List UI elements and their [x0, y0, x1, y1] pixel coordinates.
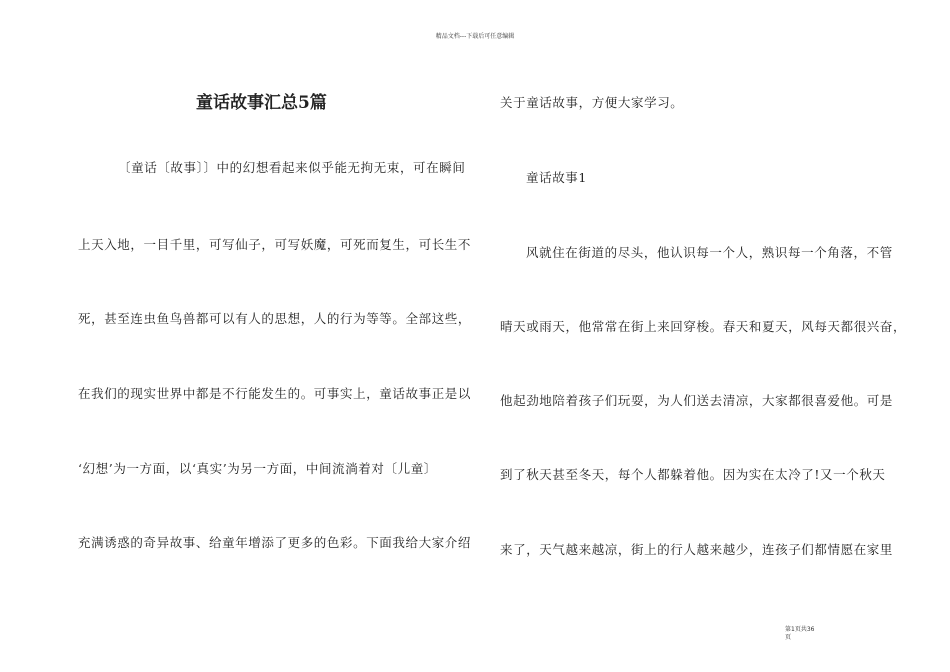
left-line-3: 死，甚至连虫鱼鸟兽都可以有人的思想，人的行为等等。全部这些， [78, 311, 472, 326]
story-heading: 童话故事1 [526, 170, 587, 185]
right-line-4: 晴天或雨天，他常常在街上来回穿梭。春天和夏天，风每天都很兴奋， [500, 319, 907, 334]
right-line-3: 风就住在街道的尽头，他认识每一个人，熟识每一个角落，不管 [526, 245, 893, 260]
right-line-1: 关于童话故事，方便大家学习。 [500, 95, 684, 110]
left-line-4: 在我们的现实世界中都是不行能发生的。可事实上，童话故事正是以 [78, 386, 472, 401]
left-line-6: 充满诱惑的奇异故事、给童年增添了更多的色彩。下面我给大家介绍 [78, 535, 472, 550]
right-line-6: 到了秋天甚至冬天，每个人都躲着他。因为实在太冷了!又一个秋天 [500, 467, 886, 482]
left-line-1: 〔童话〔故事〕〕中的幻想看起来似乎能无拘无束，可在瞬间 [118, 160, 466, 175]
right-line-7: 来了，天气越来越凉，街上的行人越来越少，连孩子们都情愿在家里 [500, 542, 894, 557]
page-header: 精品文档---下载后可任意编辑 [435, 33, 515, 40]
document-title: 童话故事汇总5篇 [196, 93, 327, 113]
left-line-5: ‘幻想’为一方面，以‘真实’为另一方面，中间流淌着对〔儿童〕 [78, 461, 437, 476]
right-line-5: 他起劲地陪着孩子们玩耍，为人们送去清凉，大家都很喜爱他。可是 [500, 393, 894, 408]
page-number-line-2: 页 [785, 634, 792, 641]
page-number-line-1: 第1页共36 [785, 626, 815, 633]
page-number [785, 626, 814, 642]
left-line-2: 上天入地，一目千里，可写仙子，可写妖魔，可死而复生，可长生不 [78, 237, 472, 252]
